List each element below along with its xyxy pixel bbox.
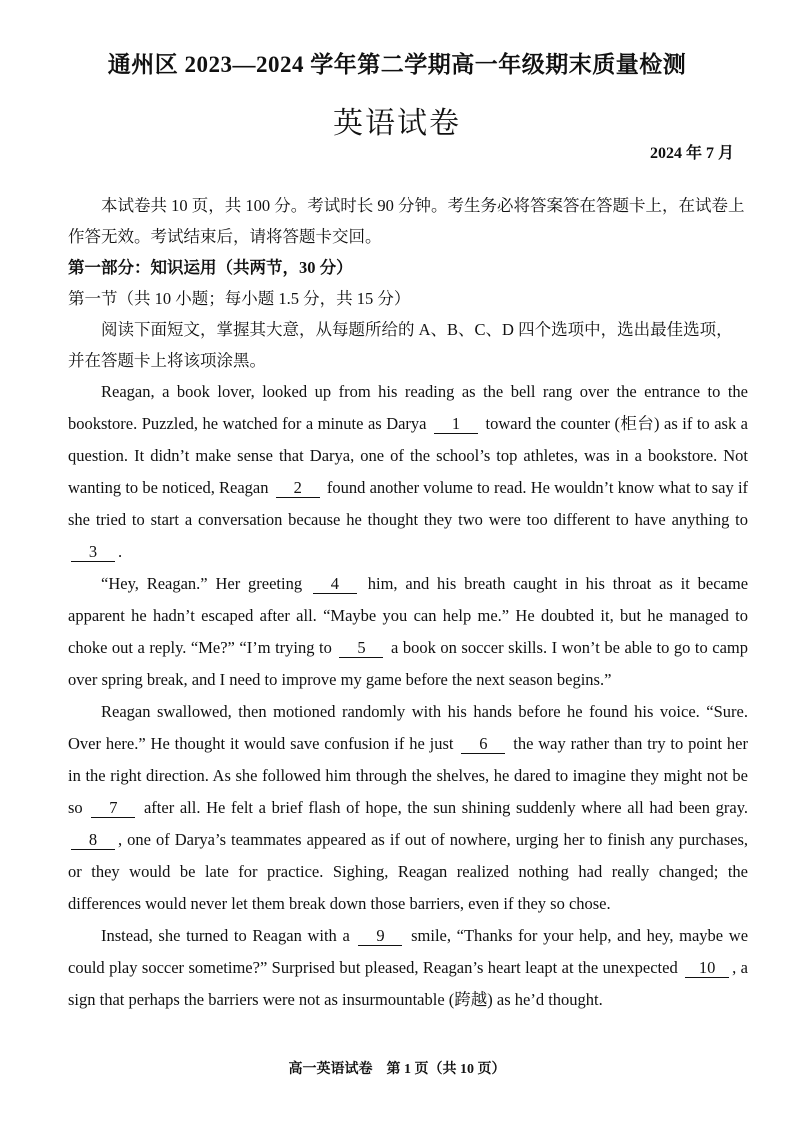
exam-instructions: 本试卷共 10 页，共 100 分。考试时长 90 分钟。考生务必将答案答在答题卡上，在试卷上作答无效。考试结束后，请将答题卡交回。: [68, 196, 745, 246]
passage-text: Reagan, a book lover, looked up from his reading as the bell rang over the entrance to the bookstore. Puzzled, he watched for a minute as Darya: [68, 382, 748, 433]
passage-text: the way rather than try to point her in the right direction. As she followed him through the shelves, he dared to imagine they might not be so: [68, 734, 748, 817]
passage-text: , a sign that perhaps the barriers were not as insurmountable (跨越) as he’d thought.: [68, 958, 748, 1009]
passage-text: “Hey, Reagan.” Her greeting: [101, 574, 303, 593]
passage-paragraph-4: [68, 920, 748, 1016]
passage-text: after all. He felt a brief flash of hope, the sun shining suddenly where all had been gray.: [143, 798, 748, 817]
passage-text: Instead, she turned to Reagan with a: [101, 926, 350, 945]
blank-10: 10: [685, 959, 729, 978]
blank-1: 1: [434, 415, 478, 434]
passage-text: toward the counter (柜台) as if to ask a question. It didn’t make sense that Darya, one of the school’s top athletes, was in a bookstore. Not wanting to be noticed, Reagan: [68, 414, 749, 497]
passage-text: smile, “Thanks for your help, and hey, maybe we could play soccer sometime?” Surprised but pleased, Reagan’s heart leapt at the unexpected: [68, 926, 749, 977]
passage-paragraph-3: [68, 696, 748, 920]
passage-text: a book on soccer skills. I won’t be able to go to camp over spring break, and I need to improve my game before the next season begins.”: [68, 638, 749, 689]
passage-text: , one of Darya’s teammates appeared as if out of nowhere, urging her to finish any purchases, or they would be late for practice. Sighing, Reagan realized nothing had really changed; the differences would never let them break down those barriers, even if they so chose.: [68, 830, 748, 913]
passage-text: Reagan swallowed, then motioned randomly with his hands before he found his voice. “Sure. Over here.” He thought it would save confusion if he just: [68, 702, 748, 753]
subject-heading: 英语试卷: [333, 107, 461, 140]
page-footer: 高一英语试卷 第 1 页（共 10 页）: [288, 1062, 506, 1077]
blank-8: 8: [71, 831, 115, 850]
blank-5: 5: [339, 639, 383, 658]
passage-text: found another volume to read. He wouldn’t know what to say if she tried to start a conversation because he thought they two were too different to have anything to: [68, 478, 749, 529]
section-directions: 阅读下面短文，掌握其大意，从每题所给的 A、B、C、D 四个选项中，选出最佳选项，并在答题卡上将该项涂黑。: [68, 320, 733, 370]
blank-3: 3: [71, 543, 115, 562]
passage-paragraph-2: [68, 568, 748, 696]
exam-date: 2024 年 7 月: [649, 145, 734, 162]
section-heading: 第一节（共 10 小题；每小题 1.5 分，共 15 分）: [68, 289, 411, 308]
blank-2: 2: [276, 479, 320, 498]
blank-6: 6: [461, 735, 505, 754]
passage-text: him, and his breath caught in his throat as it became apparent he hadn’t escaped after all. “Maybe you can help me.” He doubted it, but he managed to choke out a reply. “Me?” “I’m trying to: [68, 574, 749, 657]
blank-7: 7: [91, 799, 135, 818]
passage-paragraph-1: [68, 376, 748, 568]
passage-text: .: [118, 542, 123, 561]
blank-4: 4: [313, 575, 357, 594]
part-heading: 第一部分：知识运用（共两节，30 分）: [68, 258, 353, 277]
exam-content: [68, 190, 748, 1016]
blank-9: 9: [358, 927, 402, 946]
exam-title: 通州区 2023—2024 学年第二学期高一年级期末质量检测: [107, 52, 687, 77]
